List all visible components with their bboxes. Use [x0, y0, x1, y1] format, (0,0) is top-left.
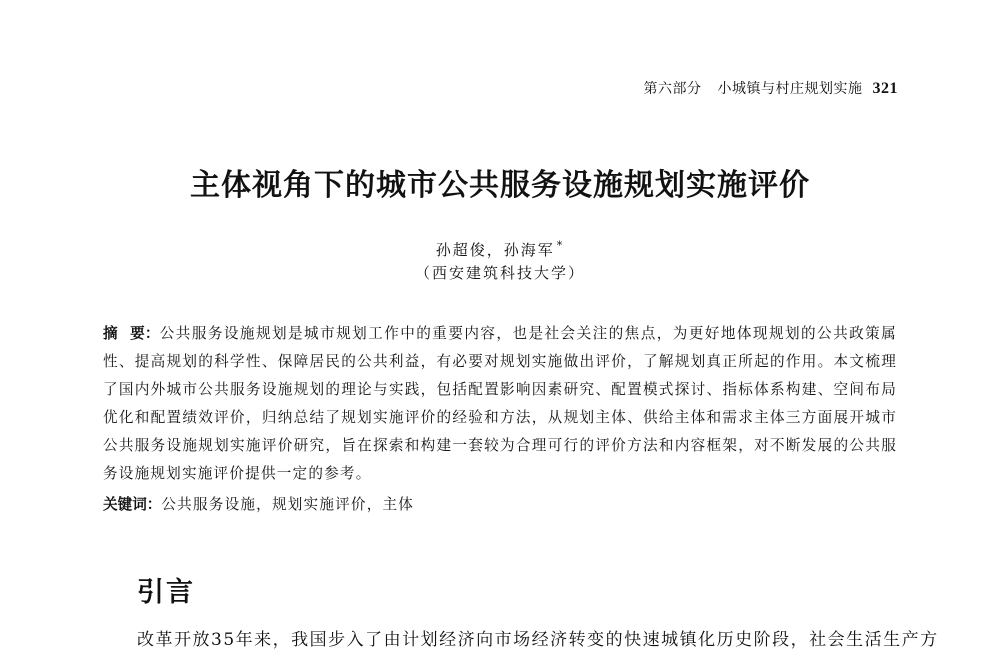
affiliation: （西安建筑科技大学） [414, 264, 585, 282]
authors [0, 239, 1000, 260]
keywords-text: 公共服务设施，规划实施评价，主体 [161, 496, 415, 513]
paper-title: 主体视角下的城市公共服务设施规划实施评价 [190, 168, 810, 203]
keywords [103, 494, 897, 516]
abstract [103, 320, 897, 488]
author-names: 孙超俊，孙海军 [435, 241, 555, 259]
header-part: 第六部分 [643, 81, 702, 97]
keywords-label: 关键词： [103, 496, 162, 513]
section-heading-introduction: 引言 [137, 577, 195, 608]
body-text-first-line: 改革开放35年来，我国步入了由计划经济向市场经济转变的快速城镇化历史阶段，社会生活生产方 [137, 630, 939, 650]
page-number: 321 [872, 80, 898, 97]
abstract-text: 公共服务设施规划是城市规划工作中的重要内容，也是社会关注的焦点，为更好地体现规划的公共政策属性、提高规划的科学性、保障居民的公共利益，有必要对规划实施做出评价，了解规划真正所起的作用。本文梳理了国内外城市公共服务设施规划的理论与实践，包括配置影响因素研究、配置模式探讨、指标体系构建、空间布局优化和配置绩效评价，归纳总结了规划实施评价的经验和方法，从规划主体、供给主体和需求主体三方面展开城市公共服务设施规划实施评价研究，旨在探索和构建一套较为合理可行的评价方法和内容框架，对不断发展的公共服务设施规划实施评价提供一定的参考。 [103, 325, 897, 482]
abstract-label: 摘 要： [103, 325, 160, 342]
corresponding-author-mark: * [556, 239, 565, 252]
header-section: 小城镇与村庄规划实施 [717, 81, 863, 97]
running-header [644, 78, 899, 98]
